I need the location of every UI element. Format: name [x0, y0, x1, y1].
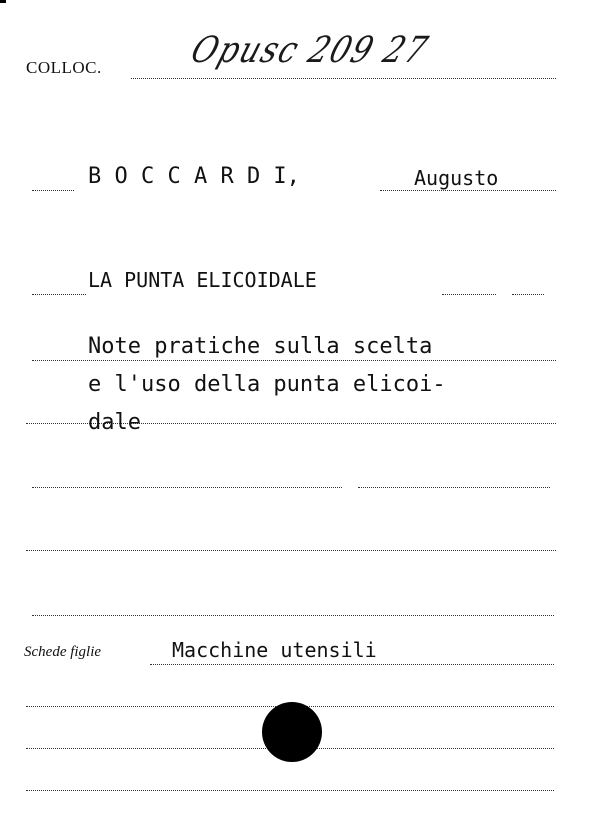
author-name: Augusto: [414, 166, 499, 190]
schede-rule: [150, 664, 554, 665]
author-surname: B O C C A R D I,: [88, 164, 300, 189]
title: LA PUNTA ELICOIDALE: [88, 268, 317, 292]
schede-value: Macchine utensili: [172, 638, 377, 662]
blank-rule-3: [32, 615, 554, 616]
author-rule-left: [32, 190, 74, 191]
subtitle-rule-1: [32, 360, 556, 361]
title-rule-mid: [442, 294, 496, 295]
punch-hole: [262, 702, 322, 762]
subtitle-line-3: dale: [88, 410, 141, 435]
blank-rule-6: [26, 790, 554, 791]
schede-label: Schede figlie: [24, 644, 102, 660]
author-rule-right: [380, 190, 556, 191]
title-rule-right: [512, 294, 544, 295]
title-rule-left: [32, 294, 86, 295]
colloc-value: Opusc 209 27: [186, 30, 434, 71]
blank-rule-1a: [32, 487, 342, 488]
subtitle-line-1: Note pratiche sulla scelta: [88, 334, 433, 359]
colloc-rule: [131, 78, 556, 79]
corner-mark: [0, 0, 6, 3]
blank-rule-2: [26, 550, 556, 551]
blank-rule-1b: [358, 487, 550, 488]
colloc-label: COLLOC.: [26, 58, 102, 77]
subtitle-line-2: e l'uso della punta elicoi-: [88, 372, 446, 397]
